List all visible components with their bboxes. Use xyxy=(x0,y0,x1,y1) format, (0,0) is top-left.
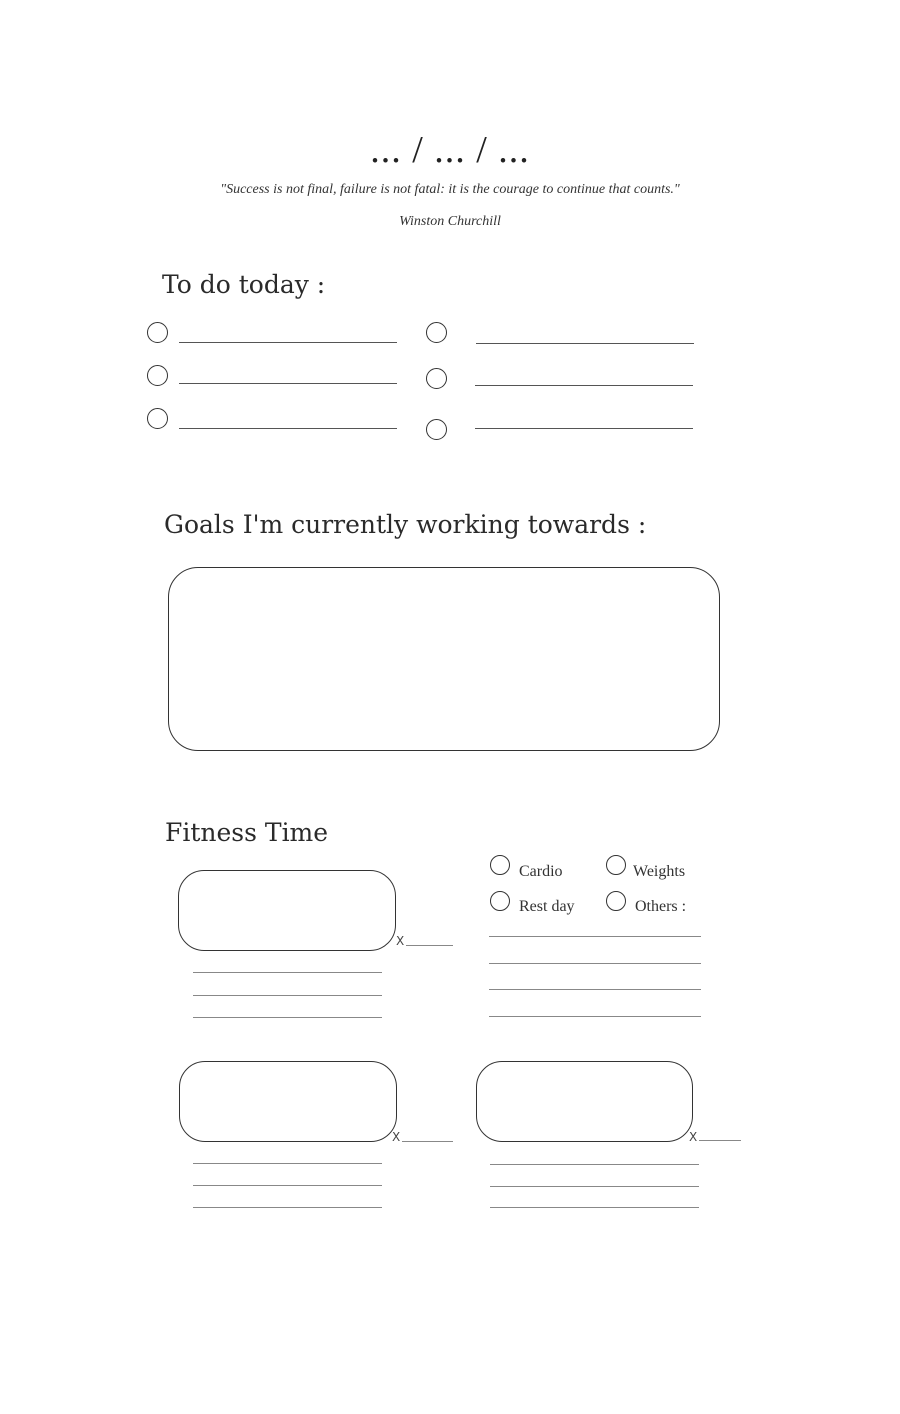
option-others-checkbox[interactable] xyxy=(606,891,626,911)
todo-checkbox-3[interactable] xyxy=(147,408,168,429)
workout-box-2[interactable] xyxy=(179,1061,397,1142)
todo-heading: To do today : xyxy=(162,270,326,299)
workout-reps-line-3[interactable] xyxy=(699,1140,741,1141)
fitness-heading: Fitness Time xyxy=(165,818,329,847)
option-note-line-3[interactable] xyxy=(489,989,701,990)
workout-note-line-1c[interactable] xyxy=(193,1017,382,1018)
option-rest-day-label: Rest day xyxy=(519,898,575,915)
workout-note-line-1a[interactable] xyxy=(193,972,382,973)
todo-checkbox-5[interactable] xyxy=(426,368,447,389)
option-weights-label: Weights xyxy=(633,863,686,880)
option-cardio-label: Cardio xyxy=(519,863,563,880)
workout-note-line-2c[interactable] xyxy=(193,1207,382,1208)
workout-note-line-3a[interactable] xyxy=(490,1164,699,1165)
workout-note-line-2a[interactable] xyxy=(193,1163,382,1164)
todo-checkbox-2[interactable] xyxy=(147,365,168,386)
todo-line-3[interactable] xyxy=(179,428,397,429)
workout-reps-mark-3: X xyxy=(689,1130,698,1144)
option-note-line-1[interactable] xyxy=(489,936,701,937)
workout-box-1[interactable] xyxy=(178,870,396,951)
workout-note-line-1b[interactable] xyxy=(193,995,382,996)
workout-box-3[interactable] xyxy=(476,1061,693,1142)
goals-heading: Goals I'm currently working towards : xyxy=(164,510,647,539)
todo-line-2[interactable] xyxy=(179,383,397,384)
todo-checkbox-4[interactable] xyxy=(426,322,447,343)
goals-box[interactable] xyxy=(168,567,720,751)
todo-checkbox-1[interactable] xyxy=(147,322,168,343)
option-others-label: Others : xyxy=(635,898,687,915)
option-note-line-4[interactable] xyxy=(489,1016,701,1017)
workout-reps-mark-2: X xyxy=(392,1130,401,1144)
todo-line-6[interactable] xyxy=(475,428,693,429)
option-cardio-checkbox[interactable] xyxy=(490,855,510,875)
quote-text: "Success is not final, failure is not fatal: it is the courage to continue that counts." xyxy=(220,182,680,197)
quote-author: Winston Churchill xyxy=(399,214,501,229)
todo-line-1[interactable] xyxy=(179,342,397,343)
workout-reps-line-2[interactable] xyxy=(402,1141,453,1142)
workout-reps-mark-1: X xyxy=(396,934,405,948)
option-weights-checkbox[interactable] xyxy=(606,855,626,875)
todo-line-5[interactable] xyxy=(475,385,693,386)
date-placeholder[interactable]: ... / ... / ... xyxy=(370,129,530,171)
todo-line-4[interactable] xyxy=(476,343,694,344)
option-note-line-2[interactable] xyxy=(489,963,701,964)
workout-note-line-3c[interactable] xyxy=(490,1207,699,1208)
option-rest-day-checkbox[interactable] xyxy=(490,891,510,911)
workout-note-line-2b[interactable] xyxy=(193,1185,382,1186)
workout-reps-line-1[interactable] xyxy=(406,945,453,946)
workout-note-line-3b[interactable] xyxy=(490,1186,699,1187)
todo-checkbox-6[interactable] xyxy=(426,419,447,440)
